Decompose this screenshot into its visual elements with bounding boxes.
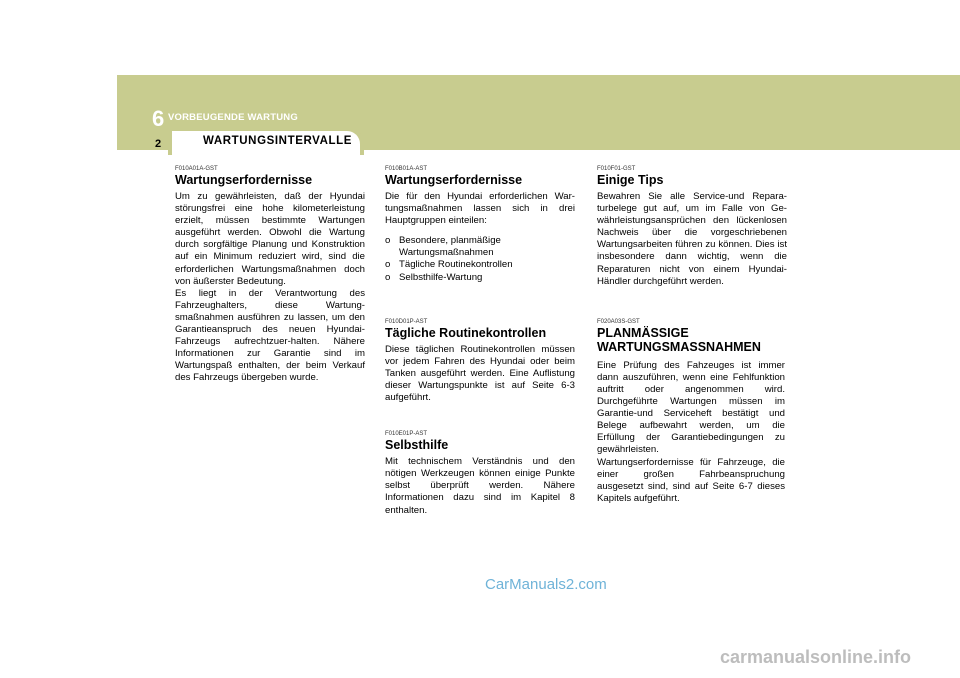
list-item-text: Selbsthilfe-Wartung: [399, 271, 483, 283]
section-heading: Wartungserfordernisse: [175, 173, 313, 187]
section-code: F020A03S-GST: [597, 318, 640, 325]
section-code: F010E01P-AST: [385, 431, 428, 438]
block-einige-tips: [597, 165, 787, 288]
section-code: F010A01A-GST: [175, 166, 218, 172]
section-heading: Selbsthilfe: [385, 438, 449, 453]
section-body: Die für den Hyundai erforderlichen War-tungsmaßnahmen lassen sich in drei Hauptgruppen einteilen:: [385, 191, 575, 227]
column-1: [175, 165, 365, 385]
chapter-number: 6: [152, 106, 165, 131]
section-heading: Wartungserfordernisse: [385, 173, 523, 187]
page-number: 2: [155, 138, 162, 150]
block-wartungserfordernisse: [385, 165, 575, 284]
maintenance-groups-list: [385, 235, 575, 283]
bullet: o: [385, 235, 391, 247]
bullet: o: [385, 271, 391, 283]
section-body-2: Wartungserfordernisse für Fahrzeuge, die einer großen Fahrbeanspruchung ausgesetzt sind, sind auf Seite 6-7 dieses Kapitels aufgeführt.: [597, 456, 785, 504]
list-item-text: Besondere, planmäßige Wartungsmaßnahmen: [399, 235, 501, 259]
list-item: [385, 235, 575, 259]
carmanuals-logo-text[interactable]: CarManuals2.com: [485, 576, 607, 593]
section-code: F010F01-GST: [597, 166, 636, 172]
list-item: [385, 259, 575, 271]
chapter-title: VORBEUGENDE WARTUNG: [168, 112, 298, 123]
bullet: o: [385, 259, 391, 271]
section-heading: Tägliche Routinekontrollen: [385, 325, 547, 340]
section-heading: Einige Tips: [597, 173, 664, 187]
section-title: WARTUNGSINTERVALLE: [203, 135, 353, 147]
section-body-2: Es liegt in der Verantwortung des Fahrzeughalters, diese Wartung-smaßnahmen ausführen zu lassen, um den Garantieanspruch des neuen Hyundai-Fahrzeugs aufrechtzuer-halten. Nähere Informationen zur Garantie sind im Wartungspaß enthalten, der beim Verkauf des Fahrzeugs übergeben wurde.: [175, 287, 365, 384]
block-selbsthilfe: [385, 430, 575, 516]
section-body: Mit technischem Verständnis und den nötigen Werkzeugen können einige Punkte selbst überprüft werden. Nähere Informationen dazu sind im Kapitel 8 enthalten.: [385, 456, 575, 516]
section-body: Um zu gewährleisten, daß der Hyundai störungsfrei eine hohe kilometerleistung erzielt, müssen bestimmte Wartungen ausgeführt werden. Obwohl die Wartung durch sorgfältige Planung und Konstruktion auf ein Minimum reduziert wird, sind die erforderlichen Wartungsmaßnahmen doch von äußerster Bedeutung.: [175, 191, 365, 287]
section-code: F010B01A-AST: [385, 166, 428, 172]
block-planmaessige-wartung: [597, 318, 785, 505]
section-body: Diese täglichen Routinekontrollen müssen vor jedem Fahren des Hyundai oder beim Tanken ausgeführt werden. Eine Auflistung dieser Wartungspunkte ist auf Seite 6-3 aufgeführt.: [385, 343, 575, 404]
section-code: F010D01P-AST: [385, 318, 428, 325]
column-3: [597, 165, 787, 505]
list-item: [385, 272, 575, 284]
block-taegliche-routinekontrollen: [385, 318, 575, 404]
section-body: Bewahren Sie alle Service-und Repara-turbelege gut auf, um im Falle von Ge-währleistungsansprüchen den lückenlosen Nachweis über die vorgeschriebenen Wartungsarbeiten führen zu können. Dies ist insbesondere dann wichtig, wenn die Reparaturen nicht von einem Hyundai-Händler durchgeführt werden.: [597, 191, 787, 287]
list-item-text: Tägliche Routinekontrollen: [399, 259, 513, 271]
watermark-text: carmanualsonline.info: [720, 647, 912, 667]
section-heading: PLANMÄSSIGE WARTUNGSMASSNAHMEN: [597, 325, 761, 354]
section-body: Eine Prüfung des Fahzeuges ist immer dann auszuführen, wenn eine Fehlfunktion auftritt oder angenommen wird. Durchgeführte Wartungen müssen im Garantie-und Serviceheft bestätigt und Belege aufbewahrt werden, um die Erfüllung der Garantiebedingungen zu gewährleisten.: [597, 359, 785, 456]
column-2: [385, 165, 575, 517]
